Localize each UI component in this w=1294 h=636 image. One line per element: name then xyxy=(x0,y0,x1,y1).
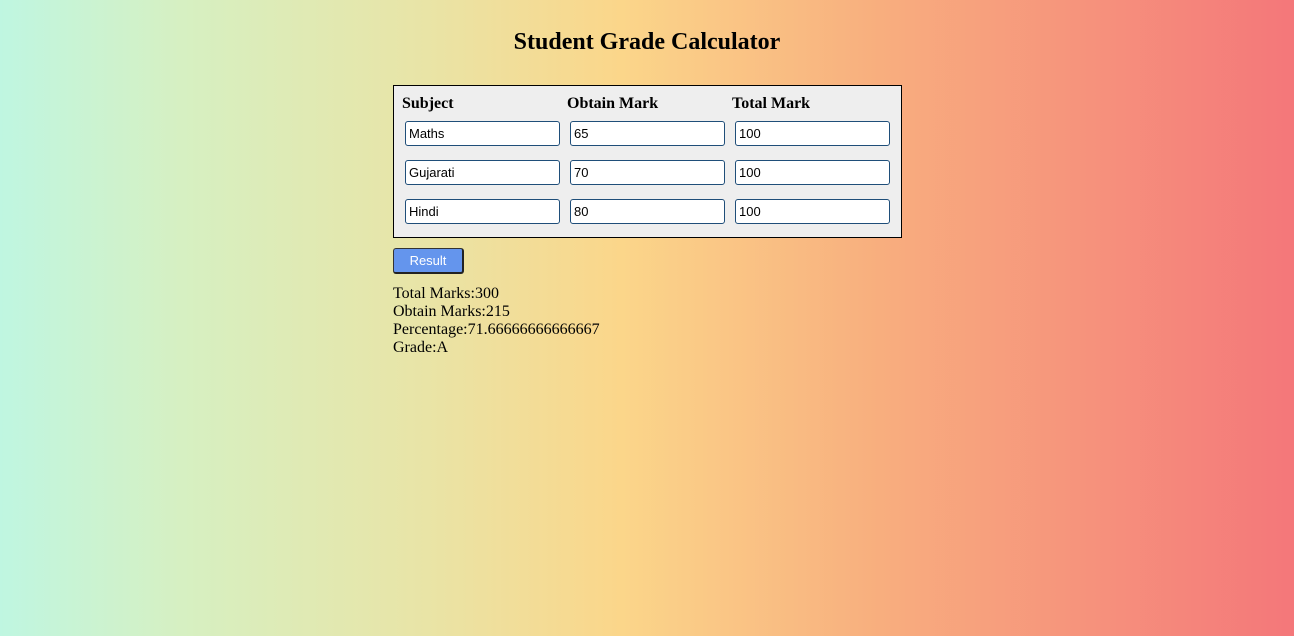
total-mark-input-row-1[interactable] xyxy=(735,121,890,146)
result-button[interactable]: Result xyxy=(393,248,464,274)
obtain-mark-input-row-1[interactable] xyxy=(570,121,725,146)
total-marks-text: Total Marks:300 xyxy=(393,285,499,302)
page-title: Student Grade Calculator xyxy=(513,29,781,55)
subject-input-row-1[interactable] xyxy=(405,121,560,146)
grade-table xyxy=(393,85,902,238)
grade-text: Grade:A xyxy=(393,339,449,356)
obtain-mark-input-row-2[interactable] xyxy=(570,160,725,185)
subject-input-row-3[interactable] xyxy=(405,199,560,224)
results-panel xyxy=(393,285,600,357)
obtain-marks-text: Obtain Marks:215 xyxy=(393,303,510,320)
obtain-mark-column-header: Obtain Mark xyxy=(567,95,659,112)
subject-input-row-2[interactable] xyxy=(405,160,560,185)
total-mark-input-row-3[interactable] xyxy=(735,199,890,224)
percentage-text: Percentage:71.66666666666667 xyxy=(393,321,600,338)
total-mark-column-header: Total Mark xyxy=(732,95,811,112)
total-mark-input-row-2[interactable] xyxy=(735,160,890,185)
obtain-mark-input-row-3[interactable] xyxy=(570,199,725,224)
subject-column-header: Subject xyxy=(402,95,454,112)
